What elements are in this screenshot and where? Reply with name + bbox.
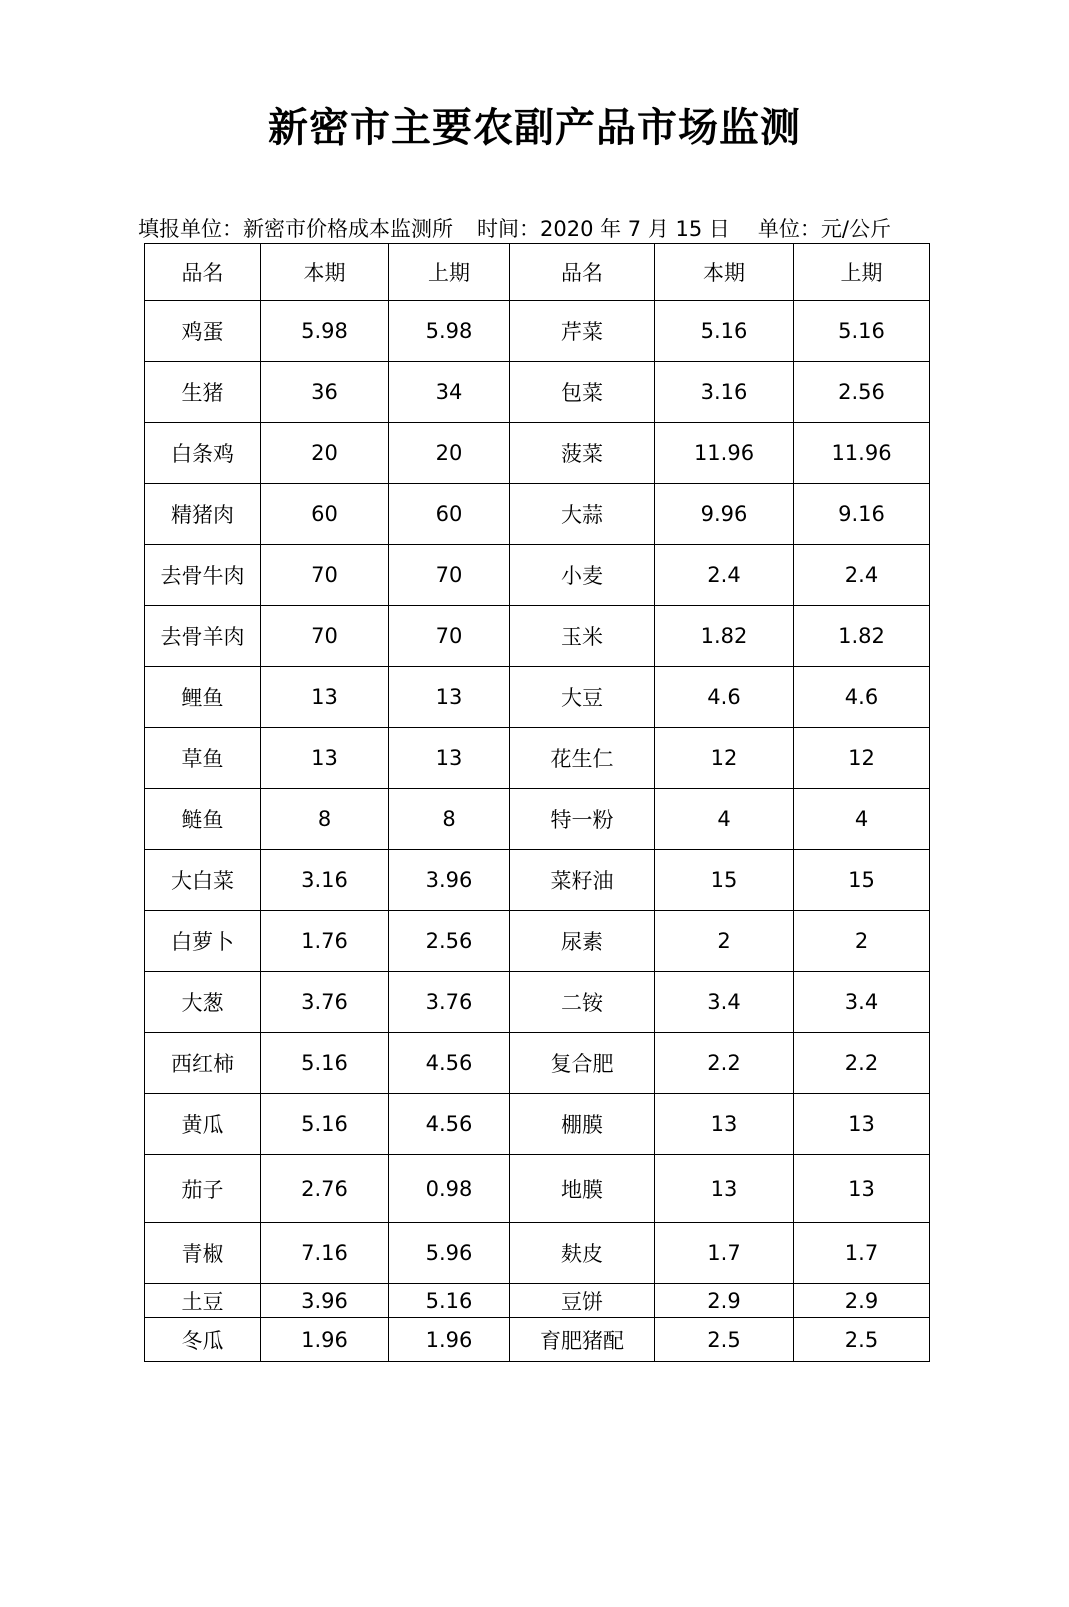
- price-table: [144, 243, 930, 1362]
- previous-price: 2.5: [794, 1318, 930, 1362]
- product-name: 大蒜: [510, 484, 655, 545]
- table-row: [145, 301, 930, 362]
- current-price: 4: [655, 789, 794, 850]
- previous-price: 9.16: [794, 484, 930, 545]
- table-row: [145, 1155, 930, 1223]
- current-price: 1.96: [261, 1318, 389, 1362]
- table-row: [145, 911, 930, 972]
- reporting-unit-label: 填报单位：: [138, 217, 243, 241]
- current-price: 1.7: [655, 1223, 794, 1284]
- current-price: 12: [655, 728, 794, 789]
- table-row: [145, 1223, 930, 1284]
- product-name: 尿素: [510, 911, 655, 972]
- product-name: 草鱼: [145, 728, 261, 789]
- previous-price: 1.96: [389, 1318, 510, 1362]
- previous-price: 4: [794, 789, 930, 850]
- current-price: 2.2: [655, 1033, 794, 1094]
- current-price: 13: [261, 728, 389, 789]
- product-name: 麸皮: [510, 1223, 655, 1284]
- product-name: 特一粉: [510, 789, 655, 850]
- current-price: 1.76: [261, 911, 389, 972]
- product-name: 土豆: [145, 1284, 261, 1318]
- product-name: 菜籽油: [510, 850, 655, 911]
- current-price: 11.96: [655, 423, 794, 484]
- previous-price: 13: [794, 1155, 930, 1223]
- previous-price: 15: [794, 850, 930, 911]
- table-row: [145, 728, 930, 789]
- product-name: 白条鸡: [145, 423, 261, 484]
- product-name: 大白菜: [145, 850, 261, 911]
- current-price: 5.16: [261, 1094, 389, 1155]
- time-label: 时间：: [477, 217, 540, 241]
- previous-price: 20: [389, 423, 510, 484]
- product-name: 大豆: [510, 667, 655, 728]
- previous-price: 1.7: [794, 1223, 930, 1284]
- table-row: [145, 606, 930, 667]
- current-price: 1.82: [655, 606, 794, 667]
- previous-price: 4.6: [794, 667, 930, 728]
- previous-price: 60: [389, 484, 510, 545]
- previous-price: 2.2: [794, 1033, 930, 1094]
- product-name: 小麦: [510, 545, 655, 606]
- product-name: 茄子: [145, 1155, 261, 1223]
- previous-price: 5.98: [389, 301, 510, 362]
- table-row: [145, 362, 930, 423]
- current-price: 3.16: [261, 850, 389, 911]
- table-row: [145, 789, 930, 850]
- report-meta: [138, 213, 933, 243]
- current-price: 4.6: [655, 667, 794, 728]
- table-row: [145, 423, 930, 484]
- current-price: 3.76: [261, 972, 389, 1033]
- previous-price: 1.82: [794, 606, 930, 667]
- product-name: 地膜: [510, 1155, 655, 1223]
- product-name: 黄瓜: [145, 1094, 261, 1155]
- previous-price: 3.4: [794, 972, 930, 1033]
- current-price: 70: [261, 545, 389, 606]
- previous-price: 13: [794, 1094, 930, 1155]
- previous-price: 8: [389, 789, 510, 850]
- current-price: 7.16: [261, 1223, 389, 1284]
- previous-price: 13: [389, 728, 510, 789]
- previous-price: 0.98: [389, 1155, 510, 1223]
- previous-price: 5.96: [389, 1223, 510, 1284]
- previous-price: 3.76: [389, 972, 510, 1033]
- page-title: 新密市主要农副产品市场监测: [268, 104, 801, 151]
- header-product-name: 品名: [145, 244, 261, 301]
- previous-price: 2.56: [389, 911, 510, 972]
- price-unit: 元/公斤: [820, 217, 891, 241]
- previous-price: 5.16: [389, 1284, 510, 1318]
- current-price: 2.5: [655, 1318, 794, 1362]
- header-current-period: 本期: [261, 244, 389, 301]
- previous-price: 4.56: [389, 1094, 510, 1155]
- current-price: 3.4: [655, 972, 794, 1033]
- current-price: 5.98: [261, 301, 389, 362]
- reporting-unit: 新密市价格成本监测所: [243, 217, 453, 241]
- current-price: 13: [655, 1155, 794, 1223]
- table-row: [145, 1033, 930, 1094]
- previous-price: 11.96: [794, 423, 930, 484]
- table-row: [145, 850, 930, 911]
- current-price: 20: [261, 423, 389, 484]
- product-name: 西红柿: [145, 1033, 261, 1094]
- current-price: 3.16: [655, 362, 794, 423]
- product-name: 二铵: [510, 972, 655, 1033]
- product-name: 玉米: [510, 606, 655, 667]
- product-name: 复合肥: [510, 1033, 655, 1094]
- current-price: 3.96: [261, 1284, 389, 1318]
- table-row: [145, 1094, 930, 1155]
- unit-label: 单位：: [757, 217, 821, 241]
- product-name: 鸡蛋: [145, 301, 261, 362]
- header-previous-period: 上期: [794, 244, 930, 301]
- current-price: 2.76: [261, 1155, 389, 1223]
- current-price: 15: [655, 850, 794, 911]
- current-price: 70: [261, 606, 389, 667]
- current-price: 13: [655, 1094, 794, 1155]
- product-name: 鲤鱼: [145, 667, 261, 728]
- table-row: [145, 1284, 930, 1318]
- product-name: 花生仁: [510, 728, 655, 789]
- previous-price: 4.56: [389, 1033, 510, 1094]
- previous-price: 70: [389, 545, 510, 606]
- product-name: 精猪肉: [145, 484, 261, 545]
- product-name: 棚膜: [510, 1094, 655, 1155]
- current-price: 36: [261, 362, 389, 423]
- previous-price: 2.56: [794, 362, 930, 423]
- current-price: 2.9: [655, 1284, 794, 1318]
- current-price: 2: [655, 911, 794, 972]
- header-current-period: 本期: [655, 244, 794, 301]
- current-price: 8: [261, 789, 389, 850]
- current-price: 5.16: [261, 1033, 389, 1094]
- product-name: 去骨羊肉: [145, 606, 261, 667]
- current-price: 2.4: [655, 545, 794, 606]
- previous-price: 2.9: [794, 1284, 930, 1318]
- product-name: 芹菜: [510, 301, 655, 362]
- product-name: 白萝卜: [145, 911, 261, 972]
- product-name: 豆饼: [510, 1284, 655, 1318]
- current-price: 9.96: [655, 484, 794, 545]
- previous-price: 2: [794, 911, 930, 972]
- current-price: 5.16: [655, 301, 794, 362]
- header-product-name: 品名: [510, 244, 655, 301]
- product-name: 去骨牛肉: [145, 545, 261, 606]
- product-name: 冬瓜: [145, 1318, 261, 1362]
- product-name: 鲢鱼: [145, 789, 261, 850]
- previous-price: 5.16: [794, 301, 930, 362]
- table-row: [145, 1318, 930, 1362]
- current-price: 13: [261, 667, 389, 728]
- previous-price: 12: [794, 728, 930, 789]
- table-header-row: [145, 244, 930, 301]
- previous-price: 3.96: [389, 850, 510, 911]
- product-name: 青椒: [145, 1223, 261, 1284]
- product-name: 大葱: [145, 972, 261, 1033]
- table-row: [145, 972, 930, 1033]
- table-row: [145, 667, 930, 728]
- report-date: 2020 年 7 月 15 日: [540, 217, 730, 241]
- header-previous-period: 上期: [389, 244, 510, 301]
- previous-price: 2.4: [794, 545, 930, 606]
- product-name: 包菜: [510, 362, 655, 423]
- product-name: 菠菜: [510, 423, 655, 484]
- product-name: 育肥猪配: [510, 1318, 655, 1362]
- current-price: 60: [261, 484, 389, 545]
- previous-price: 34: [389, 362, 510, 423]
- table-row: [145, 484, 930, 545]
- product-name: 生猪: [145, 362, 261, 423]
- table-row: [145, 545, 930, 606]
- previous-price: 13: [389, 667, 510, 728]
- previous-price: 70: [389, 606, 510, 667]
